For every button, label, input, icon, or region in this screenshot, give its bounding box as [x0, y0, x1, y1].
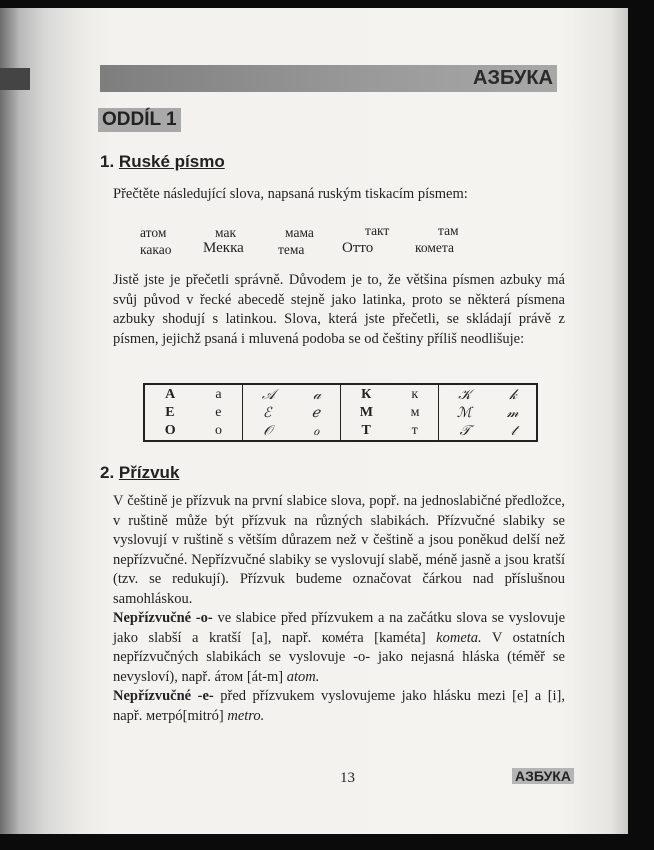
- letter: 𝒦: [458, 387, 472, 403]
- word: комета: [415, 240, 454, 255]
- book-page: [0, 8, 628, 834]
- letter: 𝒜: [261, 387, 276, 403]
- letter: е: [215, 405, 222, 420]
- chapter-header-bar: [100, 65, 557, 92]
- chapter-title: АЗБУКА: [473, 67, 553, 89]
- letter: ℴ: [313, 423, 320, 439]
- previous-page-edge: [0, 68, 30, 90]
- letter: 𝓉: [510, 423, 516, 439]
- footer-chapter-label: АЗБУКА: [512, 768, 574, 784]
- paragraph-origin: Jistě jste je přečetli správně. Důvodem je to, že většina písmen azbuky má svůj původ v řecké abecedě stejně jako latinka, proto se některá písmena azbuky shodují s latinkou. Slova, která jste přečetli, se skládají právě z písmen, jejichž psaná i mluvená podoba se od češtiny příliš neodlišuje:: [113, 272, 565, 347]
- letter: 𝓀: [509, 387, 517, 403]
- letter: О: [164, 423, 176, 438]
- letter: т: [411, 423, 418, 438]
- word: какао: [140, 242, 172, 257]
- letter: А: [165, 387, 176, 402]
- paragraph-unstressed-o: Nepřízvučné -o- ve slabice před přízvukem a na začátku slova se vyslovuje jako slabší a kratší [a], např. комéта [kaméta] kometa. V ostatních nepřízvučných slabikách se vyslovuje -o- jako nejasná hláska (téměř se nevysloví), např. áтом [át-m] atom.: [113, 610, 566, 685]
- heading-text: Ruské písmo: [118, 152, 225, 171]
- word: Отто: [342, 240, 374, 256]
- word: такт: [365, 223, 390, 238]
- word: мама: [285, 225, 314, 240]
- letter: К: [361, 387, 372, 402]
- word: там: [438, 223, 459, 238]
- word: мак: [215, 225, 237, 240]
- heading-prizvuk: 2. Přízvuk: [100, 463, 180, 482]
- letter: ℯ: [311, 405, 320, 421]
- alphabet-table: [143, 383, 538, 442]
- letter: ℳ: [456, 405, 472, 421]
- paragraph-stress: V češtině je přízvuk na první slabice slova, popř. na jednoslabičné předložce, v ruštině může být přízvuk na různých slabikách. Přízvučné slabiky se vyslovují v ruštině s větším důrazem než v češtině a jsou poněkud delší než nepřízvučné. Nepřízvučné slabiky se vyslovují slabě, méně jasně a jsou kratší (tzv. se redukují). Přízvuk budeme označovat čárkou nad příslušnou samohláskou.: [113, 493, 565, 607]
- letter: Т: [361, 423, 371, 438]
- intro-text: Přečtěte následující slova, napsaná ruským tiskacím písmem:: [113, 186, 468, 202]
- word: Мекка: [203, 240, 244, 256]
- page-number: 13: [340, 770, 355, 786]
- letter: М: [359, 405, 373, 420]
- letter: Е: [165, 405, 175, 420]
- letter: о: [215, 423, 223, 438]
- word: тема: [278, 242, 305, 257]
- heading-text: Přízvuk: [118, 463, 180, 482]
- letter: м: [410, 405, 420, 420]
- section-label: ODDÍL 1: [98, 108, 181, 132]
- letter: к: [411, 387, 419, 402]
- letter: а: [215, 387, 222, 402]
- letter: 𝒪: [263, 423, 273, 439]
- paragraph-unstressed-e: Nepřízvučné -e- před přízvukem vyslovujeme jako hlásku mezi [e] a [i], např. метрó[mitró] metro.: [113, 688, 566, 724]
- letter: 𝓂: [506, 405, 519, 421]
- word: атом: [140, 225, 167, 240]
- letter: 𝒶: [313, 387, 321, 403]
- heading-ruske-pismo: 1. Ruské písmo: [100, 152, 225, 171]
- letter: 𝒯: [459, 423, 471, 439]
- letter: ℰ: [262, 405, 272, 421]
